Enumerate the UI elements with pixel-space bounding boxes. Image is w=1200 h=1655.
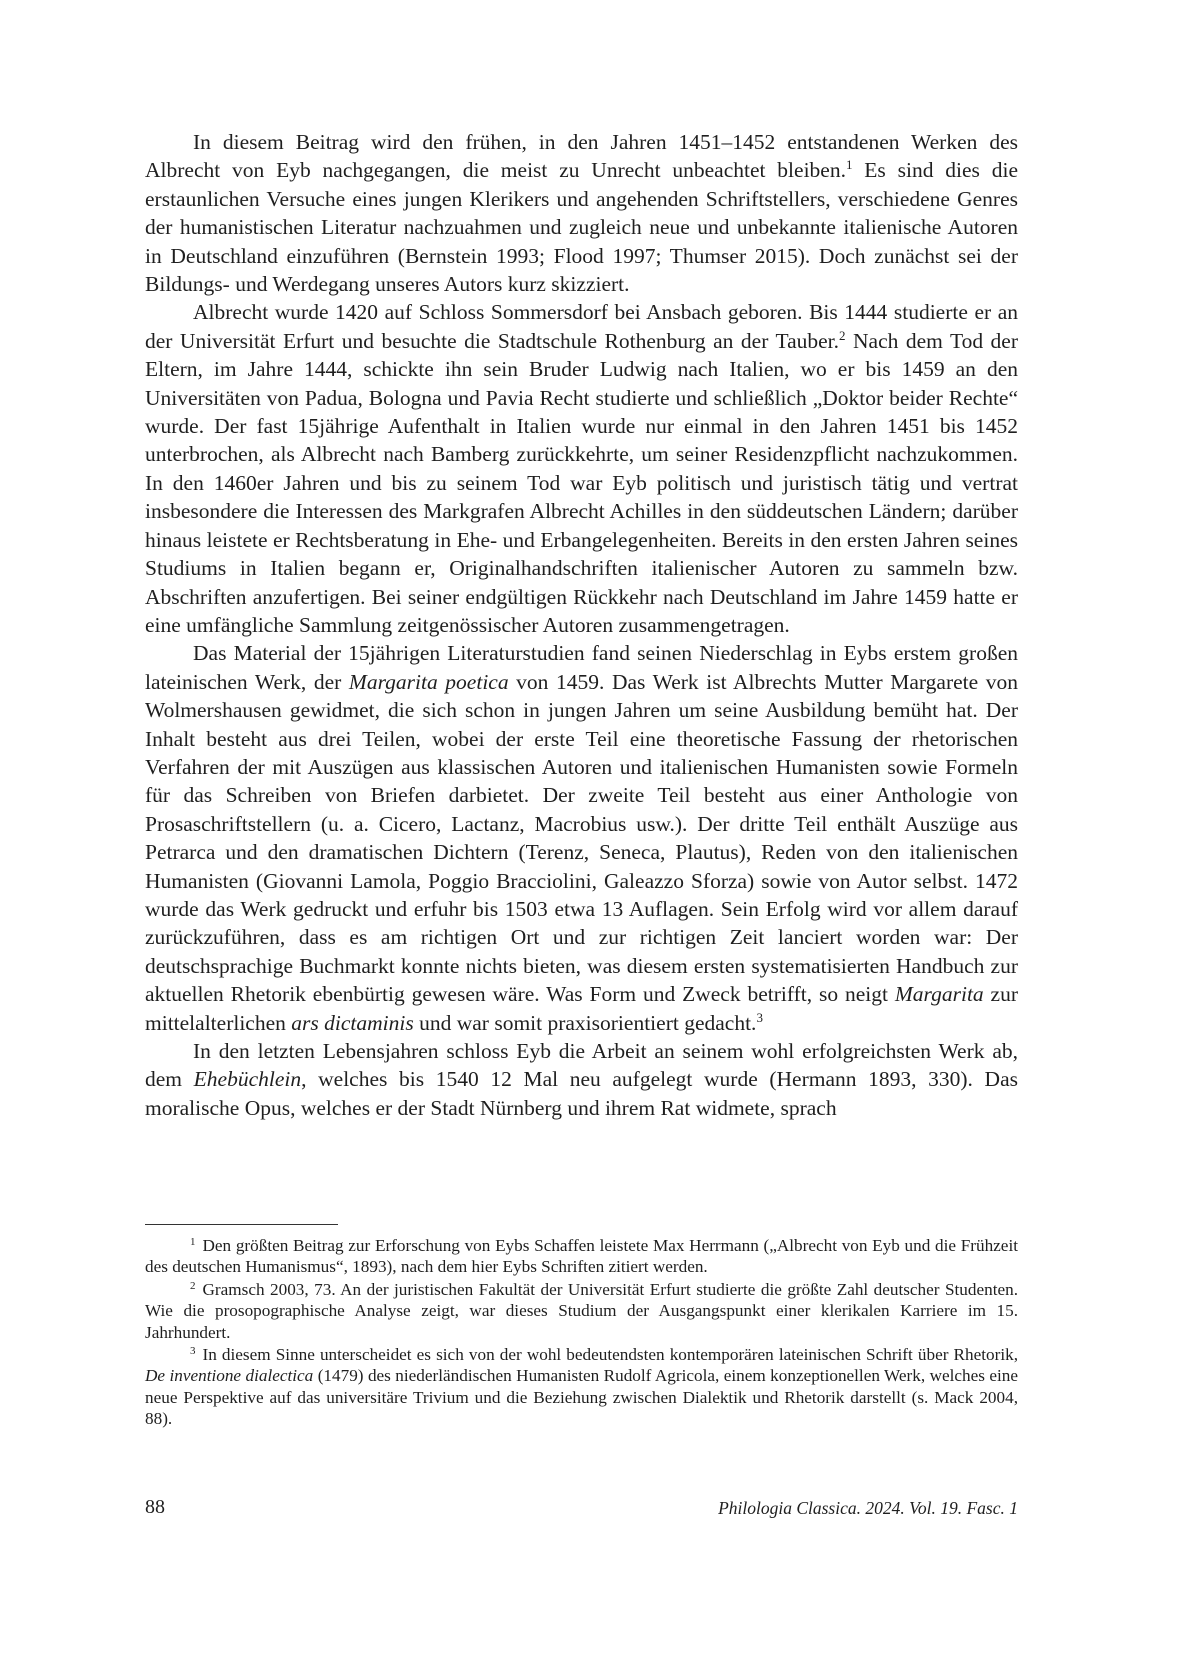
paragraph-1 (145, 128, 1018, 298)
footnote-1 (145, 1235, 1018, 1278)
footnote-divider (145, 1224, 338, 1225)
paragraph-4 (145, 1037, 1018, 1122)
footnote-2-text: Gramsch 2003, 73. An der juristischen Fakultät der Universität Erfurt studierte die größte Zahl deutscher Studenten. Wie die prosopographische Analyse zeigt, war dieses Studium der Ausgangspunkt einer klerikalen Karriere im 15. Jahrhundert. (145, 1279, 1018, 1342)
paragraph-1-text-a: In diesem Beitrag wird den frühen, in den Jahren 1451–1452 entstandenen Werken des Albrecht von Eyb nachgegangen, die meist zu Unrecht unbeachtet bleiben. (145, 130, 1018, 183)
paragraph-3-text-a: Das Material der 15jährigen Literaturstudien fand seinen Niederschlag in Eybs erstem großen lateinischen Werk, der (145, 641, 1018, 694)
paragraph-3-text-b: von 1459. Das Werk ist Albrechts Mutter Margarete von Wolmershausen gewidmet, die sich schon in jungen Jahren um seine Ausbildung bemüht hat. Der Inhalt besteht aus drei Teilen, wobei der erste Teil eine theoretische Fassung der rhetorischen Verfahren der mit Auszügen aus klassischen Autoren und italienischen Humanisten sowie Formeln für das Schreiben von Briefen darbietet. Der zweite Teil besteht aus einer Anthologie von Prosaschriftstellern (u. a. Cicero, Lactanz, Macrobius usw.). Der dritte Teil enthält Auszüge aus Petrarca und den dramatischen Dichtern (Terenz, Seneca, Plautus), Reden von den italienischen Humanisten (Giovanni Lamola, Poggio Bracciolini, Galeazzo Sforza) sowie von Autor selbst. 1472 wurde das Werk gedruckt und erfuhr bis 1503 etwa 13 Auflagen. Sein Erfolg wird vor allem darauf zurückzuführen, dass es am richtigen Ort und zur richtigen Zeit lanciert worden war: Der deutschsprachige Buchmarkt konnte nichts bieten, was diesem ersten systematisierten Handbuch zur aktuellen Rhetorik ebenbürtig gewesen wäre. Was Form und Zweck betrifft, so neigt (145, 669, 1019, 1007)
footnote-3-number: 3 (190, 1345, 196, 1358)
paragraph-3-text-d: und war somit praxisorientiert gedacht. (413, 1010, 757, 1035)
footnote-ref-2[interactable]: 2 (839, 327, 846, 343)
footnote-3-text-a: In diesem Sinne unterscheidet es sich von der wohl bedeutendsten kontemporären lateinischen Schrift über Rhetorik, (202, 1345, 1018, 1365)
footnote-2-number: 2 (190, 1279, 196, 1292)
title-ehebuechlein: Ehebüchlein (193, 1067, 302, 1092)
page-number: 88 (145, 1496, 165, 1518)
paragraph-4-text-b: , welches bis 1540 12 Mal neu aufgelegt wurde (Hermann 1893, 330). Das moralische Opus, welches er der Stadt Nürnberg und ihrem Rat widmete, sprach (145, 1067, 1018, 1120)
term-ars-dictaminis: ars dictaminis (291, 1010, 414, 1035)
paragraph-3 (145, 639, 1018, 1037)
paragraph-4-text-a: In den letzten Lebensjahren schloss Eyb die Arbeit an seinem wohl erfolgreichsten Werk ab, dem (145, 1039, 1018, 1092)
footnote-1-number: 1 (190, 1236, 196, 1248)
paragraph-2-text-b: Nach dem Tod der Eltern, im Jahre 1444, schickte ihn sein Bruder Ludwig nach Italien, wo er bis 1459 an den Universitäten von Padua, Bologna und Pavia Recht studierte und schließlich „Doktor beider Rechte“ wurde. Der fast 15jährige Aufenthalt in Italien wurde nur einmal in den Jahren 1451 bis 1452 unterbrochen, als Albrecht nach Bamberg zurückkehrte, um seiner Residenzpflicht nachzukommen. In den 1460er Jahren und bis zu seinem Tod war Eyb politisch und juristisch tätig und vertrat insbesondere die Interessen des Markgrafen Albrecht Achilles in den süddeutschen Ländern; darüber hinaus leistete er Rechtsberatung in Ehe- und Erbangelegenheiten. Bereits in den ersten Jahren seines Studiums in Italien begann er, Originalhandschriften italienischer Autoren zu sammeln bzw. Abschriften anzufertigen. Bei seiner endgültigen Rückkehr nach Deutschland im Jahre 1459 hatte er eine umfängliche Sammlung zeitgenössischer Autoren zusammengetragen. (145, 328, 1019, 637)
title-margarita-poetica: Margarita poetica (348, 669, 509, 694)
title-margarita: Margarita (894, 982, 984, 1007)
main-text (145, 128, 1018, 1122)
title-de-inventione-dialectica: De inventione dialectica (145, 1366, 314, 1386)
footnote-2 (145, 1279, 1018, 1343)
paragraph-2-text-a: Albrecht wurde 1420 auf Schloss Sommersdorf bei Ansbach geboren. Bis 1444 studierte er an der Universität Erfurt und besuchte die Stadtschule Rothenburg an der Tauber. (145, 300, 1018, 353)
journal-citation: Philologia Classica. 2024. Vol. 19. Fasc. 1 (718, 1498, 1018, 1518)
paragraph-1-text-b: Es sind dies die erstaunlichen Versuche eines jungen Klerikers und angehenden Schriftstellers, verschiedene Genres der humanistischen Literatur nachzuahmen und zugleich neue und unbekannte italienische Autoren in Deutschland einzuführen (Bernstein 1993; Flood 1997; Thumser 2015). Doch zunächst sei der Bildungs- und Werdegang unseres Autors kurz skizziert. (145, 158, 1018, 297)
footnote-1-text: Den größten Beitrag zur Erforschung von Eybs Schaffen leistete Max Herrmann („Albrecht von Eyb und die Frühzeit des deutschen Humanismus“, 1893), nach dem hier Eybs Schriften zitiert werden. (145, 1236, 1018, 1277)
footnote-ref-3[interactable]: 3 (756, 1009, 763, 1025)
footnote-3-text-b: (1479) des niederländischen Humanisten Rudolf Agricola, einem konzeptionellen Werk, welches eine neue Perspektive auf das universitäre Trivium und die Beziehung zwischen Dialektik und Rhetorik darstellt (s. Mack 2004, 88). (145, 1366, 1018, 1429)
footnotes (145, 1235, 1018, 1431)
footnote-ref-1[interactable]: 1 (845, 157, 853, 173)
paragraph-3-text-c: zur mittelalterlichen (145, 982, 1018, 1035)
footnote-3 (145, 1344, 1018, 1430)
paragraph-2 (145, 298, 1018, 639)
